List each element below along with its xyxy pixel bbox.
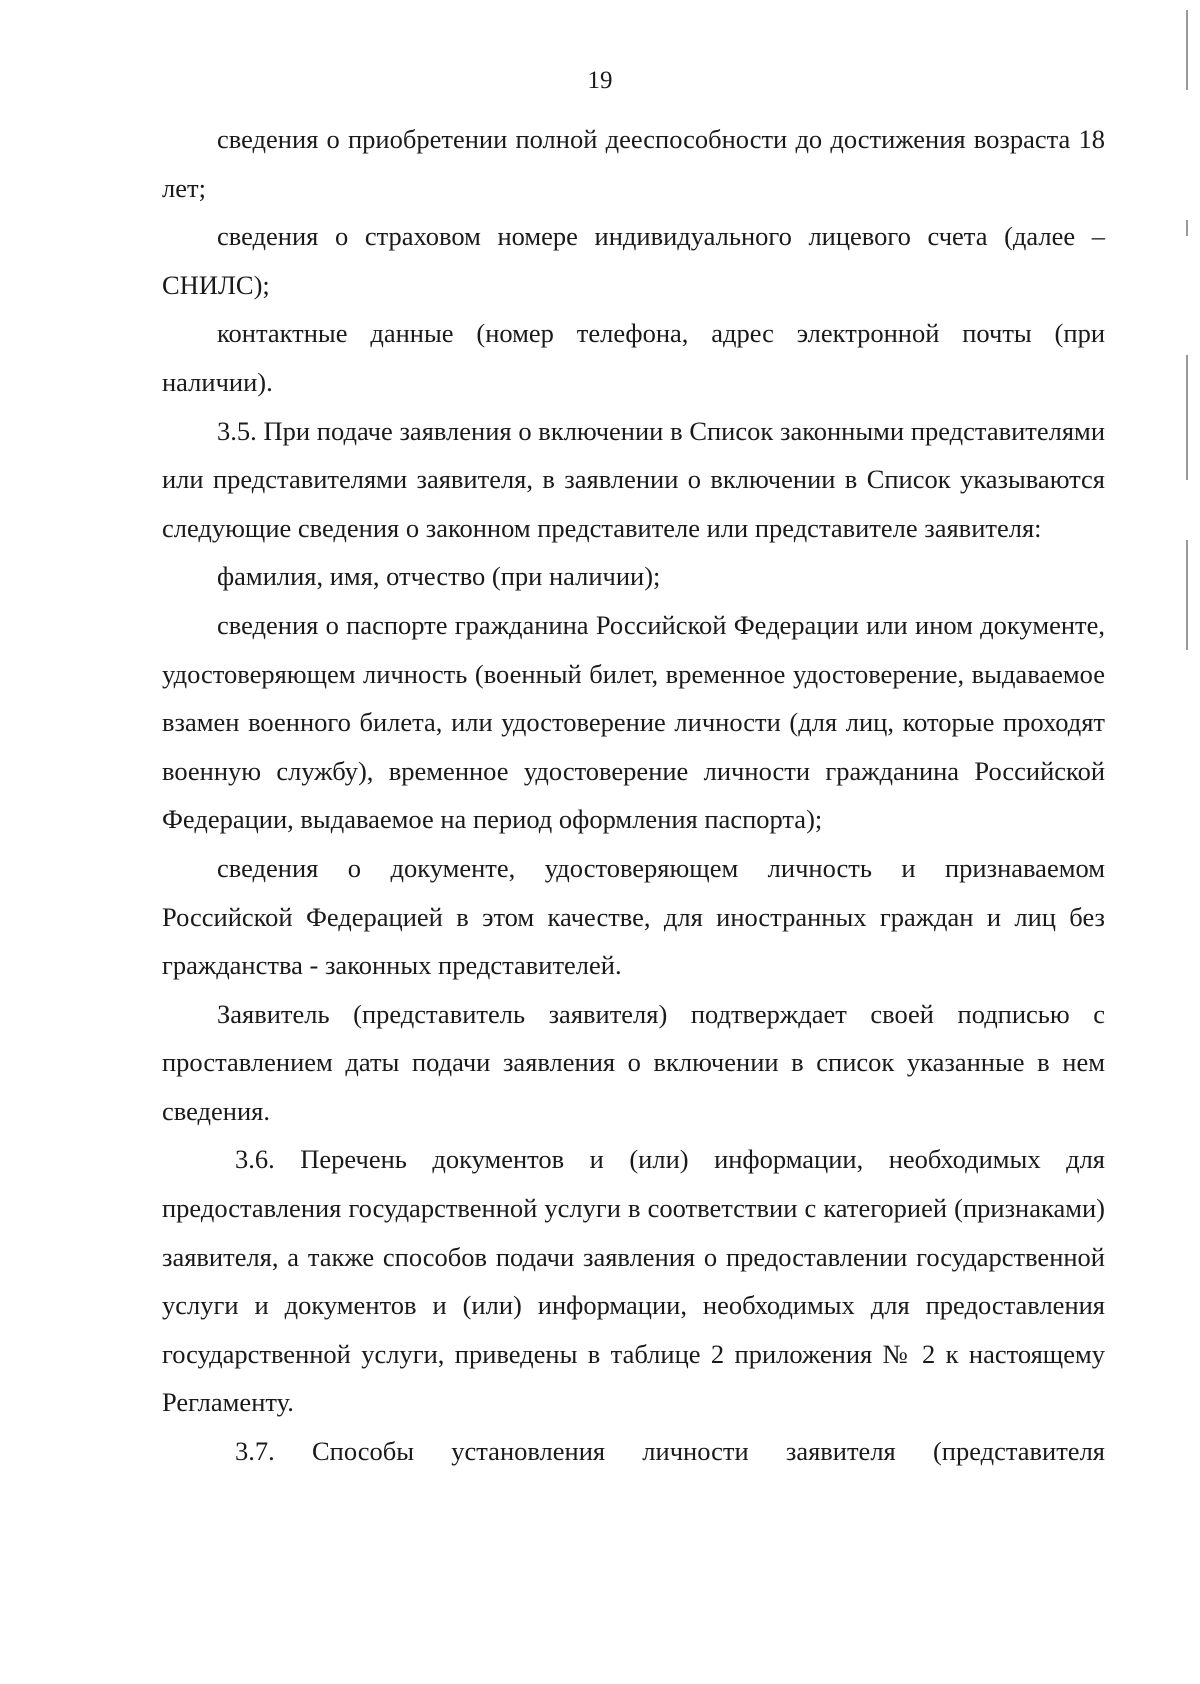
document-body [162,115,1105,1476]
paragraph-capacity: сведения о приобретении полной дееспособности до достижения возраста 18 лет; [162,124,1105,203]
paragraph-full-name: фамилия, имя, отчество (при наличии); [217,561,661,592]
paragraph-foreign-document: сведения о документе, удостоверяющем личность и признаваемом Российской Федерацией в этом качестве, для иностранных граждан и лиц без гражданства - законных представителей. [162,852,1105,981]
paragraph-signature: Заявитель (представитель заявителя) подтверждает своей подписью с проставлением даты подачи заявления о включении в список указанные в нем сведения. [162,998,1105,1126]
paragraph-passport: сведения о паспорте гражданина Российской Федерации или ином документе, удостоверяющем личность (военный билет, временное удостоверение, выдаваемое взамен военного билета, или удостоверение личности (для лиц, которые проходят военную службу), временное удостоверение личности гражданина Российской Федерации, выдаваемое на период оформления паспорта); [162,609,1105,835]
paragraph-3-6: 3.6. Перечень документов и (или) информации, необходимых для предоставления государственной услуги в соответствии с категорией (признаками) заявителя, а также способов подачи заявления о предоставлении государственной услуги и документов и (или) информации, необходимых для предоставления государственной услуги, приведены в таблице 2 приложения № 2 к настоящему Регламенту. [162,1144,1105,1418]
paragraph-contacts: контактные данные (номер телефона, адрес электронной почты (при наличии). [162,318,1105,397]
paragraph-3-7: 3.7. Способы установления личности заявителя (представителя [235,1436,1105,1467]
scan-edge-mark [1186,540,1188,650]
paragraph-snils: сведения о страховом номере индивидуального лицевого счета (далее – СНИЛС); [162,221,1105,300]
page-number: 19 [587,67,613,94]
paragraph-3-5: 3.5. При подаче заявления о включении в Список законными представителями или представителями заявителя, в заявлении о включении в Список указываются следующие сведения о законном представителе или представителе заявителя: [162,415,1105,543]
scan-edge-mark [1186,220,1188,236]
scan-edge-mark [1186,355,1188,480]
